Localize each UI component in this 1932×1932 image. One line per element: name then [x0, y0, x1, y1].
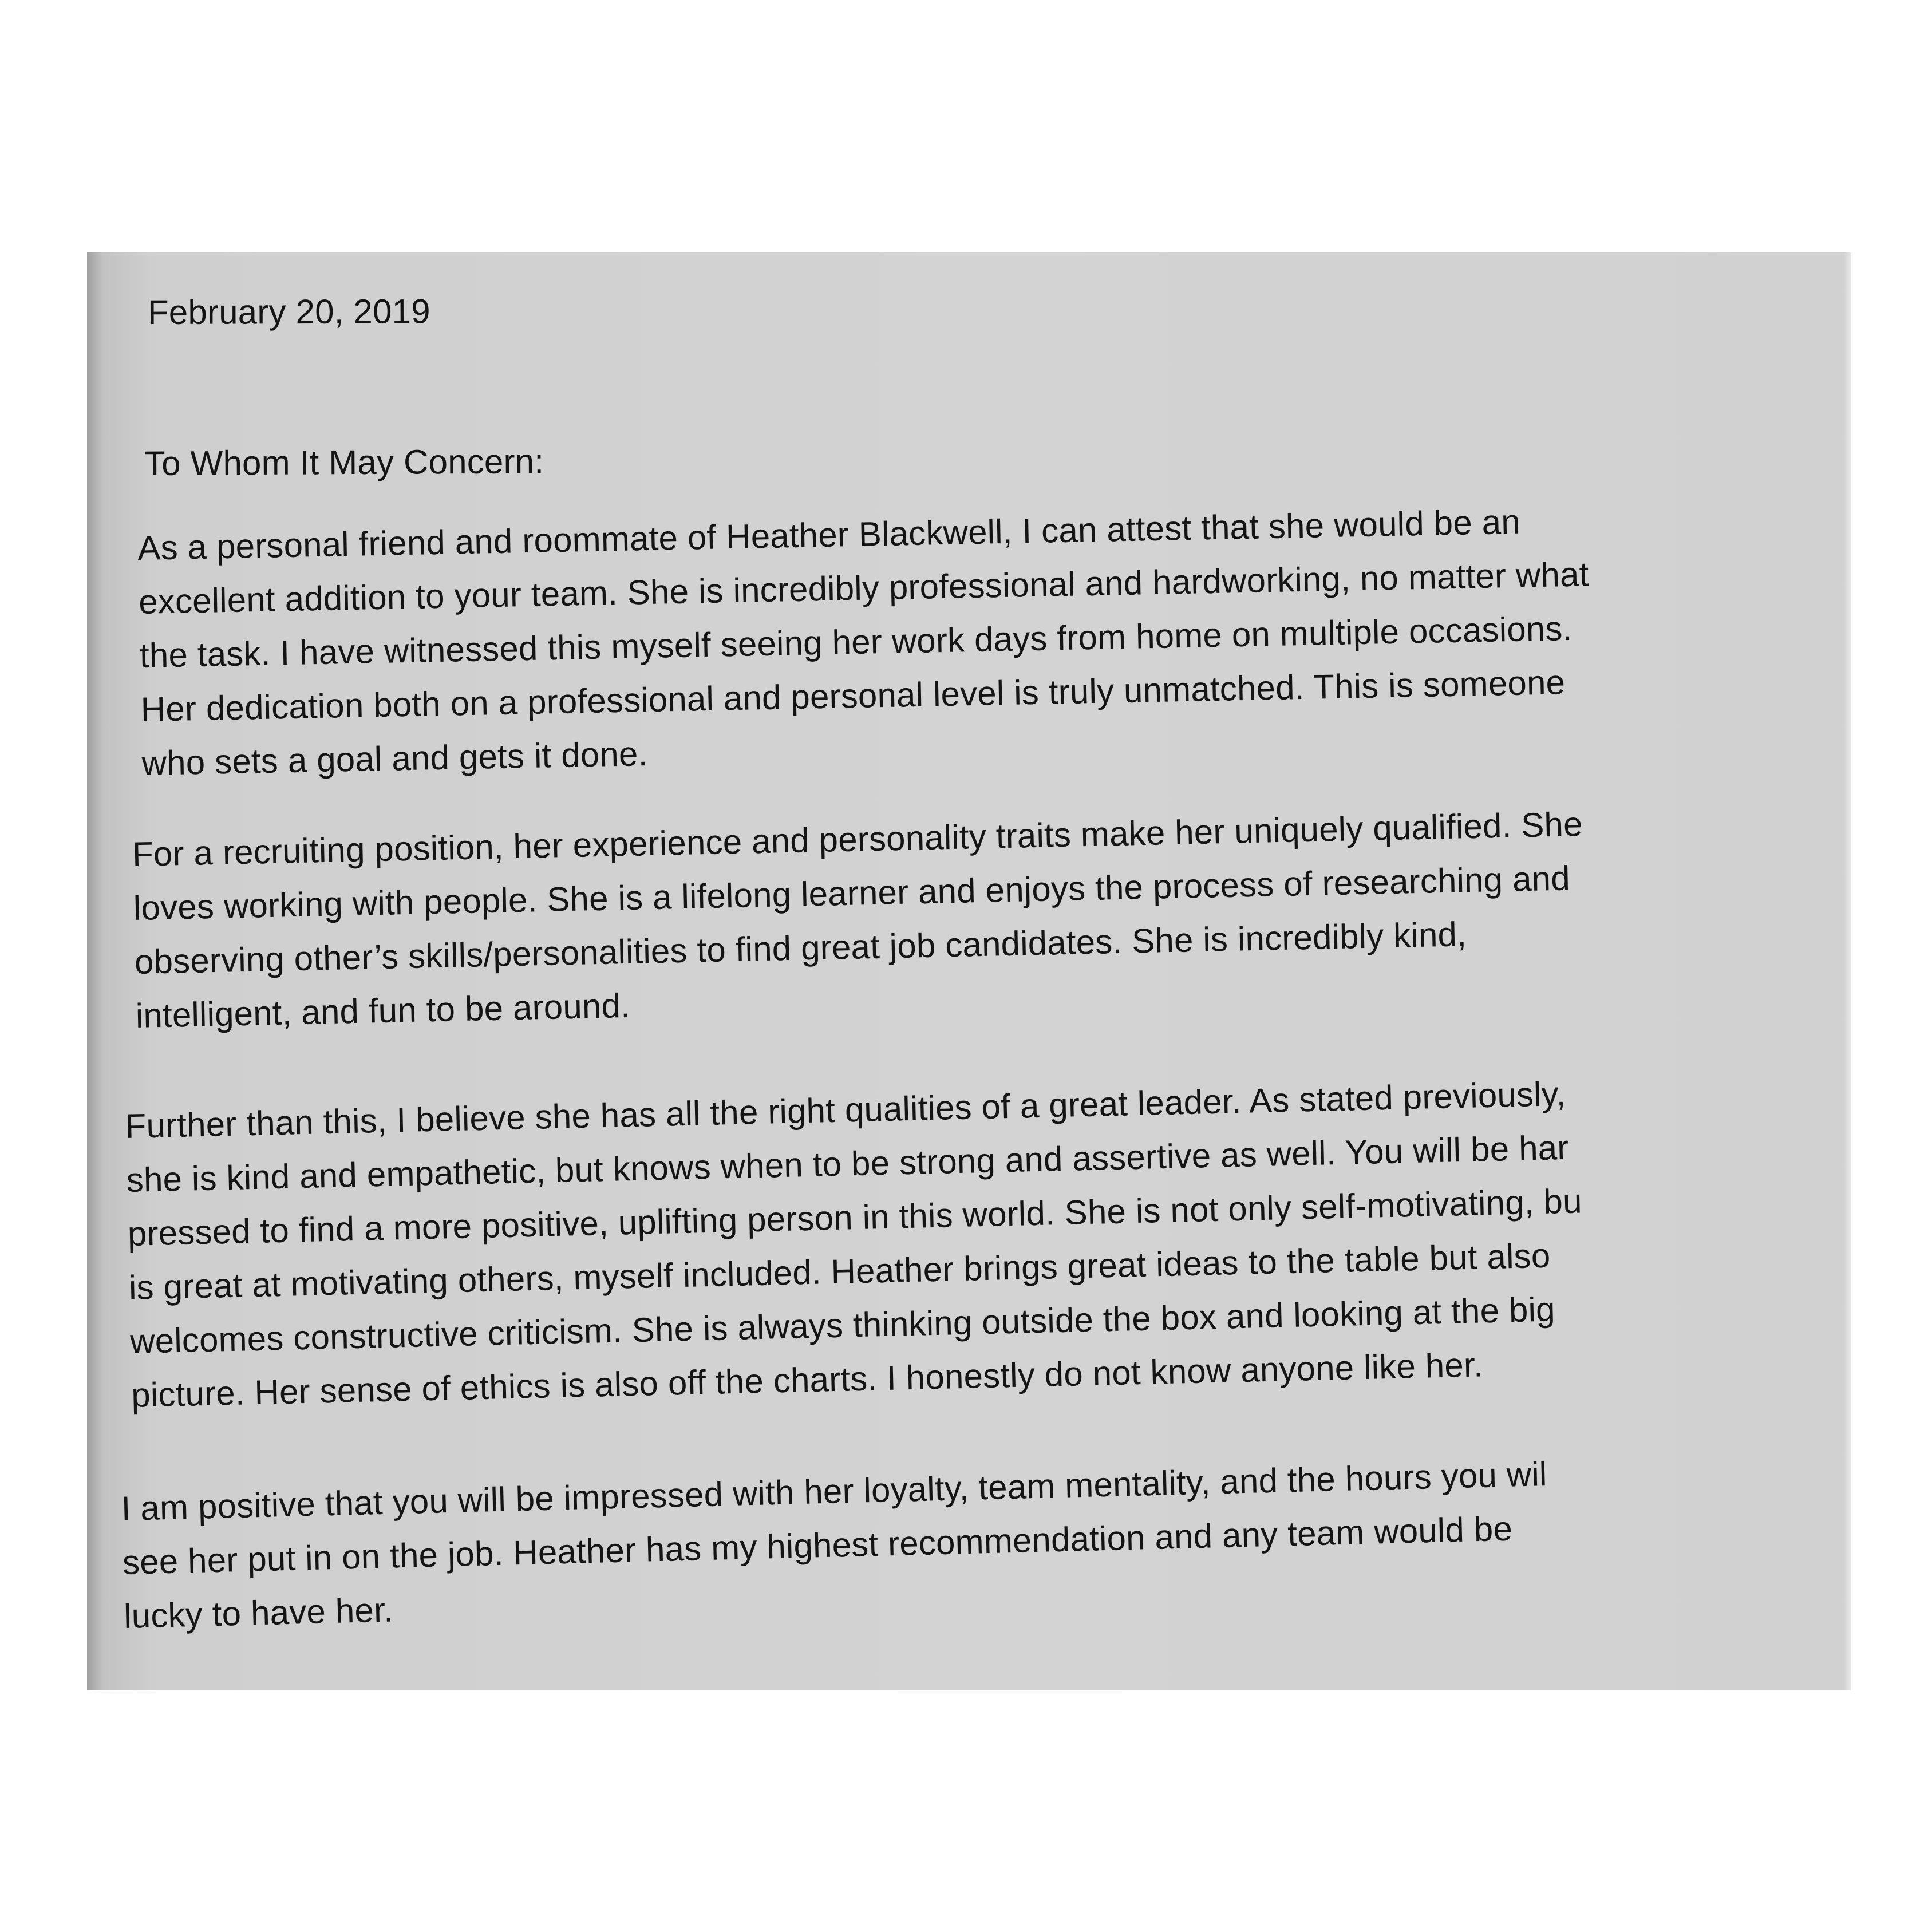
paragraph-line: As a personal friend and roommate of Heather Blackwell, I can attest that she would be an [137, 502, 1521, 568]
paragraph-line: loves working with people. She is a lifelong learner and enjoys the process of researching and [133, 859, 1571, 928]
paragraph-line: I am positive that you will be impressed with her loyalty, team mentality, and the hours you wil [120, 1455, 1548, 1528]
paragraph-line: who sets a goal and gets it done. [141, 734, 648, 783]
paragraph-2 [132, 797, 1586, 1043]
paragraph-3 [125, 1066, 1586, 1423]
paragraph-line: the task. I have witnessed this myself seeing her work days from home on multiple occasions. [139, 609, 1573, 675]
paragraph-line: pressed to find a more positive, uplifting person in this world. She is not only self-motivating, bu [127, 1182, 1583, 1254]
paragraph-1 [137, 493, 1592, 791]
letter-date: February 20, 2019 [147, 292, 430, 331]
letter-sheet [87, 252, 1851, 1690]
letter-salutation: To Whom It May Concern: [144, 442, 544, 483]
paragraph-line: Her dedication both on a professional and personal level is truly unmatched. This is someone [140, 663, 1566, 729]
paragraph-line: observing other’s skills/personalities to find great job candidates. She is incredibly kind, [134, 915, 1467, 981]
paragraph-line: intelligent, and fun to be around. [135, 986, 631, 1035]
paragraph-line: she is kind and empathetic, but knows when to be strong and assertive as well. You will be har [126, 1128, 1570, 1200]
paragraph-line: excellent addition to your team. She is incredibly professional and hardworking, no matter what [138, 555, 1590, 622]
paragraph-line: For a recruiting position, her experience and personality traits make her uniquely qualified. She [132, 804, 1583, 874]
paragraph-line: picture. Her sense of ethics is also off the charts. I honestly do not know anyone like her. [131, 1345, 1484, 1415]
paragraph-line: welcomes constructive criticism. She is always thinking outside the box and looking at the big [129, 1290, 1556, 1361]
paragraph-line: lucky to have her. [123, 1590, 394, 1635]
paragraph-line: is great at motivating others, myself included. Heather brings great ideas to the table but also [128, 1236, 1551, 1307]
paragraph-line: see her put in on the job. Heather has my highest recommendation and any team would be [122, 1509, 1513, 1582]
paragraph-line: Further than this, I believe she has all the right qualities of a great leader. As stated previously, [124, 1074, 1566, 1146]
letter-body [87, 252, 1851, 1690]
paragraph-4 [121, 1447, 1551, 1643]
